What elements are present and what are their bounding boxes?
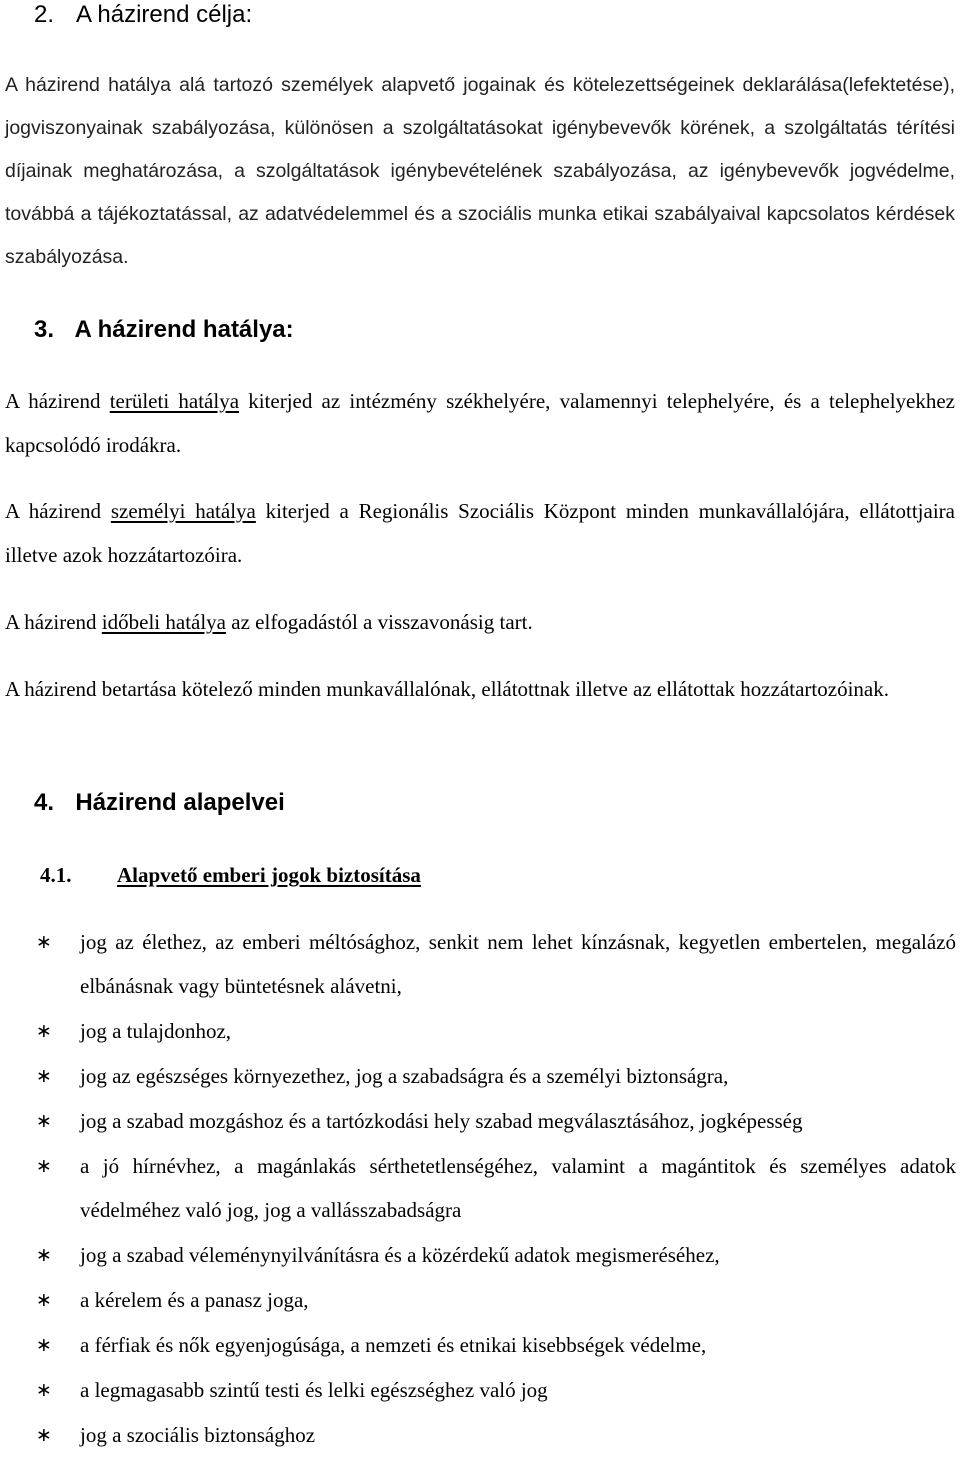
section-2-paragraph: A házirend hatálya alá tartozó személyek alapvető jogainak és kötelezettségeinek deklarálása(lefektetése), jogviszonyainak szabályozása, különösen a szolgáltatásokat igénybevevők körének, a szolgáltatás térítési díjainak meghatározása, a szolgáltatások igénybevételének szabályozása, az igénybevevők jogvédelme, továbbá a tájékoztatással, az adatvédelemmel és a szociális munka etikai szabályaival kapcsolatos kérdések szabályozása. bbox=[5, 74, 955, 268]
asterisk-bullet-icon: ∗ bbox=[36, 1289, 52, 1311]
personal-scope-term: személyi hatálya bbox=[110, 499, 256, 523]
asterisk-bullet-icon: ∗ bbox=[36, 1424, 52, 1446]
asterisk-bullet-icon: ∗ bbox=[36, 1065, 52, 1087]
asterisk-bullet-icon: ∗ bbox=[36, 931, 52, 953]
list-item: ∗ jog a szociális biztonsághoz bbox=[36, 1413, 956, 1457]
section-4-heading bbox=[34, 789, 285, 817]
section-4-1-heading bbox=[40, 862, 421, 888]
temporal-scope-term: időbeli hatálya bbox=[101, 610, 227, 634]
list-item: ∗ jog az élethez, az emberi méltósághoz, senkit nem lehet kínzásnak, kegyetlen embertelen, megalázó elbánásnak vagy büntetésnek alávetni, bbox=[36, 920, 956, 1008]
list-item: ∗ jog az egészséges környezethez, jog a szabadságra és a személyi biztonságra, bbox=[36, 1054, 956, 1098]
temporal-scope-pre: A házirend bbox=[5, 610, 102, 634]
asterisk-bullet-icon: ∗ bbox=[36, 1334, 52, 1356]
section-4-number: 4. bbox=[34, 789, 55, 816]
list-item: ∗ a kérelem és a panasz joga, bbox=[36, 1278, 956, 1322]
territorial-scope-pre: A házirend bbox=[5, 389, 110, 413]
temporal-scope-paragraph bbox=[5, 600, 955, 644]
section-3-title: A házirend hatálya: bbox=[74, 316, 294, 343]
basic-rights-list bbox=[36, 920, 956, 1458]
personal-scope-pre: A házirend bbox=[5, 499, 111, 523]
list-item: ∗ a legmagasabb szintű testi és lelki egészséghez való jog bbox=[36, 1368, 956, 1412]
territorial-scope-term: területi hatálya bbox=[109, 389, 240, 413]
section-4-title: Házirend alapelvei bbox=[75, 789, 285, 816]
temporal-scope-post: az elfogadástól a visszavonásig tart. bbox=[226, 610, 533, 634]
asterisk-bullet-icon: ∗ bbox=[36, 1244, 52, 1266]
territorial-scope-post: kiterjed az intézmény székhelyére, valamennyi telephelyére, és a telephelyekhez kapcsolódó irodákra. bbox=[5, 389, 955, 457]
section-2-title: A házirend célja: bbox=[76, 1, 253, 28]
personal-scope-post: kiterjed a Regionális Szociális Központ minden munkavállalójára, ellátottjaira illetve azok hozzátartozóira. bbox=[5, 499, 955, 567]
asterisk-bullet-icon: ∗ bbox=[36, 1379, 52, 1401]
section-2-number: 2. bbox=[34, 1, 55, 28]
asterisk-bullet-icon: ∗ bbox=[36, 1110, 52, 1132]
personal-scope-paragraph bbox=[5, 489, 955, 577]
section-3-number: 3. bbox=[34, 316, 55, 343]
territorial-scope-paragraph bbox=[5, 379, 955, 467]
compliance-paragraph: A házirend betartása kötelező minden munkavállalónak, ellátottnak illetve az ellátottak hozzátartozóinak. bbox=[5, 677, 889, 701]
asterisk-bullet-icon: ∗ bbox=[36, 1155, 52, 1177]
list-item: ∗ a férfiak és nők egyenjogúsága, a nemzeti és etnikai kisebbségek védelme, bbox=[36, 1323, 956, 1367]
list-item: ∗ a jó hírnévhez, a magánlakás sérthetetlenségéhez, valamint a magántitok és személyes adatok védelméhez való jog, jog a vallásszabadságra bbox=[36, 1144, 956, 1232]
section-3-heading bbox=[34, 316, 294, 344]
asterisk-bullet-icon: ∗ bbox=[36, 1020, 52, 1042]
section-4-1-number: 4.1. bbox=[40, 863, 72, 887]
section-4-1-title: Alapvető emberi jogok biztosítása bbox=[117, 863, 421, 887]
list-item: ∗ jog a szabad véleménynyilvánításra és a közérdekű adatok megismeréséhez, bbox=[36, 1233, 956, 1277]
section-2-heading bbox=[34, 1, 252, 29]
list-item: ∗ jog a szabad mozgáshoz és a tartózkodási hely szabad megválasztásához, jogképesség bbox=[36, 1099, 956, 1143]
list-item: ∗ jog a tulajdonhoz, bbox=[36, 1009, 956, 1053]
